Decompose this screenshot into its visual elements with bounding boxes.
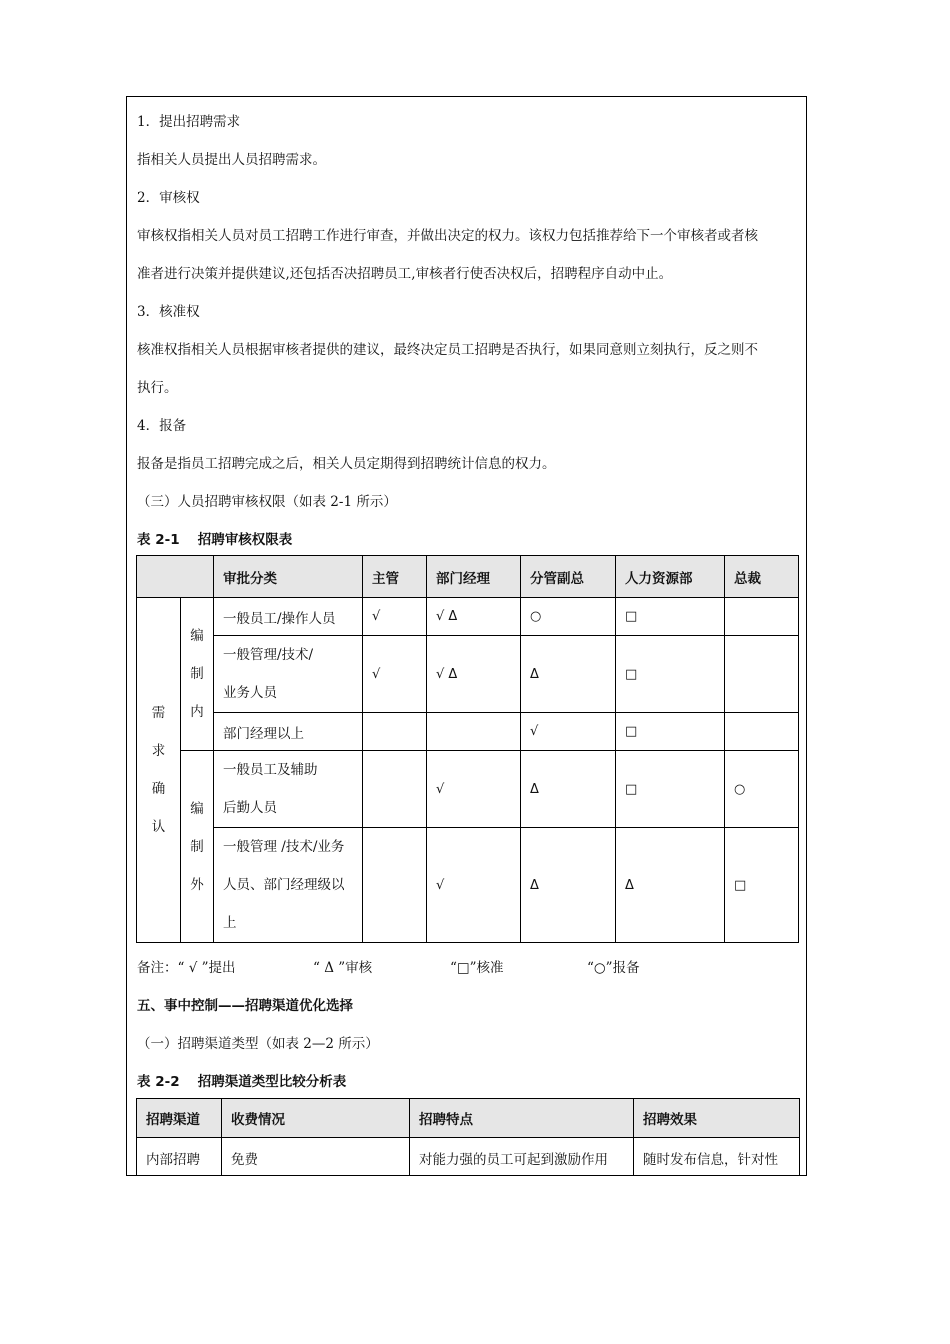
cell: □ <box>725 828 799 943</box>
heading-1: 1．提出招聘需求 <box>137 114 241 130</box>
cell <box>427 713 521 751</box>
table-row <box>137 636 799 713</box>
cell <box>363 828 427 943</box>
sub-group-in: 编制内 <box>181 598 214 751</box>
heading-2: 2．审核权 <box>137 190 200 206</box>
header-vp: 分管副总 <box>521 556 616 598</box>
subheading: （三）人员招聘审核权限（如表 2-1 所示） <box>137 494 397 510</box>
cell: Δ <box>521 636 616 713</box>
cell <box>725 636 799 713</box>
cell: □ <box>616 751 725 828</box>
heading-3: 3．核准权 <box>137 304 200 320</box>
cell <box>363 713 427 751</box>
cell <box>725 713 799 751</box>
table-header-row <box>137 1099 800 1138</box>
header-ceo: 总裁 <box>725 556 799 598</box>
cell: □ <box>616 713 725 751</box>
cell: √ <box>521 713 616 751</box>
cell: Δ <box>521 828 616 943</box>
category-cell: 一般员工及辅助 后勤人员 <box>214 751 363 828</box>
document-frame <box>126 96 807 1176</box>
cell: 免费 <box>222 1138 410 1177</box>
cell: √ <box>427 828 521 943</box>
category-cell: 一般员工/操作人员 <box>214 598 363 636</box>
header-channel: 招聘渠道 <box>137 1099 222 1138</box>
cell: √ <box>363 598 427 636</box>
cell: ○ <box>725 751 799 828</box>
category-cell: 一般管理 /技术/业务 人员、部门经理级以 上 <box>214 828 363 943</box>
header-supervisor: 主管 <box>363 556 427 598</box>
paragraph: 准者进行决策并提供建议,还包括否决招聘员工,审核者行使否决权后，招聘程序自动中止。 <box>137 266 673 282</box>
table-row <box>137 598 799 636</box>
cell: 内部招聘 <box>137 1138 222 1177</box>
header-hr: 人力资源部 <box>616 556 725 598</box>
group-label: 需求确认 <box>137 598 181 943</box>
cell: Δ <box>616 828 725 943</box>
cell <box>363 751 427 828</box>
header-fee: 收费情况 <box>222 1099 410 1138</box>
header-blank <box>137 556 214 598</box>
header-features: 招聘特点 <box>410 1099 634 1138</box>
table-row <box>137 751 799 828</box>
cell: □ <box>616 598 725 636</box>
table-caption: 表 2-1 招聘审核权限表 <box>137 532 293 548</box>
subheading: （一）招聘渠道类型（如表 2—2 所示） <box>137 1036 379 1052</box>
table-row <box>137 1138 800 1177</box>
table-header-row <box>137 556 799 598</box>
cell: 随时发布信息，针对性 <box>634 1138 800 1177</box>
cell: √ Δ <box>427 598 521 636</box>
paragraph: 审核权指相关人员对员工招聘工作进行审查，并做出决定的权力。该权力包括推荐给下一个审核者或者核 <box>137 228 758 244</box>
header-effect: 招聘效果 <box>634 1099 800 1138</box>
note-propose: 备注：“ √ ”提出 <box>137 960 236 976</box>
cell: ○ <box>521 598 616 636</box>
category-cell: 部门经理以上 <box>214 713 363 751</box>
note-approve: “□”核准 <box>450 960 504 976</box>
header-dept-manager: 部门经理 <box>427 556 521 598</box>
paragraph: 指相关人员提出人员招聘需求。 <box>137 152 326 168</box>
section-heading: 五、事中控制——招聘渠道优化选择 <box>137 998 353 1014</box>
paragraph: 报备是指员工招聘完成之后，相关人员定期得到招聘统计信息的权力。 <box>137 456 556 472</box>
sub-group-out: 编制外 <box>181 751 214 943</box>
cell: Δ <box>521 751 616 828</box>
approval-table <box>136 555 799 943</box>
header-category: 审批分类 <box>214 556 363 598</box>
table-row <box>137 713 799 751</box>
cell: √ <box>427 751 521 828</box>
category-cell: 一般管理/技术/ 业务人员 <box>214 636 363 713</box>
note-report: “○”报备 <box>587 960 640 976</box>
note-review: “ Δ ”审核 <box>313 960 373 976</box>
channel-table <box>136 1098 800 1176</box>
cell: 对能力强的员工可起到激励作用 <box>410 1138 634 1177</box>
cell: √ Δ <box>427 636 521 713</box>
table-caption: 表 2-2 招聘渠道类型比较分析表 <box>137 1074 347 1090</box>
cell <box>725 598 799 636</box>
paragraph: 执行。 <box>137 380 178 396</box>
legend-note <box>137 958 787 978</box>
table-row <box>137 828 799 943</box>
cell: √ <box>363 636 427 713</box>
paragraph: 核准权指相关人员根据审核者提供的建议，最终决定员工招聘是否执行，如果同意则立刻执行，反之则不 <box>137 342 758 358</box>
heading-4: 4．报备 <box>137 418 187 434</box>
cell: □ <box>616 636 725 713</box>
